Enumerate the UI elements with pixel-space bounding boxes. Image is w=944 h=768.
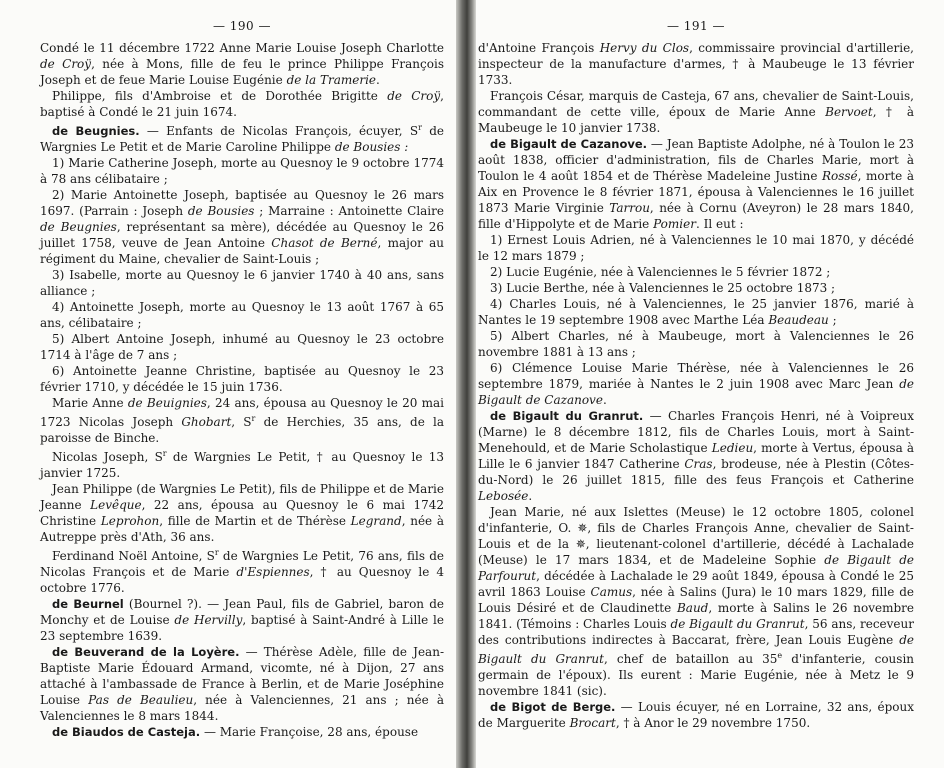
child-entry	[40, 331, 444, 363]
child-entry	[40, 363, 444, 395]
italic-name: Leprohon	[100, 514, 160, 528]
genealogy-entry	[40, 545, 444, 596]
italic-name: de Croÿ	[40, 57, 92, 71]
genealogy-entry	[478, 88, 914, 136]
text-run: , représentant sa mère), décédée au Quesnoy le 26 juillet 1758, veuve de Jean Antoine	[40, 220, 444, 250]
page-number: — 191 —	[666, 19, 726, 33]
family-heading: de Beugnies.	[52, 124, 140, 138]
text-run: , chef de bataillon au 35	[603, 652, 778, 666]
text-run: 5) Albert Charles, né à Maubeuge, mort à Valenciennes le 26 novembre 1881 à 13 ans ;	[478, 329, 914, 359]
italic-name: de la Tramerie	[286, 73, 377, 87]
text-run: François César, marquis de Casteja, 67 ans, chevalier de Saint-Louis, commandant de cette ville, époux de Marie Anne	[478, 89, 914, 119]
text-run: , décédée à Lachalade le 29 août 1849, épousa à Condé le 25 avril 1863 Louise	[478, 569, 914, 599]
text-run: , baptisé à Saint-André à Lille le 23 septembre 1639.	[40, 613, 445, 643]
text-run: , baptisé à Condé le 21 juin 1674.	[40, 89, 444, 119]
text-run: , † au Quesnoy le 4 octobre 1776.	[40, 565, 445, 595]
text-run: .	[602, 393, 607, 407]
child-entry	[40, 187, 444, 267]
text-run: , † à Maubeuge le 10 janvier 1738.	[478, 105, 914, 135]
italic-name: de Bigault de Cazanove	[478, 377, 914, 407]
text-run: 3) Isabelle, morte au Quesnoy le 6 janvier 1740 à 40 ans, sans alliance ;	[40, 268, 444, 298]
text-run: , commissaire provincial d'artillerie, inspecteur de la manufacture d'armes, † à Maubeuge le 13 février 1733.	[478, 41, 914, 87]
genealogy-entry	[40, 120, 444, 155]
text-run: Ferdinand Noël Antoine, S	[52, 549, 215, 563]
genealogy-entry	[40, 596, 444, 644]
text-run: , morte à Salins le 26 novembre 1841. (Témoins : Charles Louis	[478, 601, 914, 631]
genealogy-entry	[478, 40, 914, 88]
left-page	[0, 0, 456, 768]
text-run: — Enfants de Nicolas François, écuyer, S	[139, 124, 419, 138]
italic-name: de Bousies	[187, 204, 255, 218]
child-entry	[478, 280, 914, 296]
italic-name: Beaudeau	[768, 313, 829, 327]
text-run: .	[528, 489, 533, 503]
text-run: 4) Antoinette Joseph, morte au Quesnoy le 13 août 1767 à 65 ans, célibataire ;	[40, 300, 444, 330]
text-run: — Louis écuyer, né en Lorraine, 32 ans, époux de Marguerite	[478, 700, 914, 730]
text-run: (Bournel ?). — Jean Paul, fils de Gabriel, baron de Monchy et de Louise	[40, 597, 444, 627]
text-run: 1) Ernest Louis Adrien, né à Valenciennes le 10 mai 1870, y décédé le 12 mars 1879 ;	[478, 233, 914, 263]
right-page	[456, 0, 944, 768]
genealogy-entry	[478, 699, 914, 731]
italic-name: Legrand	[350, 514, 402, 528]
genealogy-entry	[40, 88, 444, 120]
italic-name: Bervoet	[825, 105, 873, 119]
text-run: 1) Marie Catherine Joseph, morte au Quesnoy le 9 octobre 1774 à 78 ans célibataire ;	[40, 156, 444, 186]
italic-name: Pomier	[653, 217, 696, 231]
text-run: , † à Anor le 29 novembre 1750.	[615, 716, 811, 730]
family-heading: de Bigault de Cazanove.	[490, 137, 648, 151]
text-run: Condé le 11 décembre 1722 Anne Marie Louise Joseph Charlotte	[40, 41, 444, 55]
italic-name: Levêque	[90, 498, 142, 512]
genealogy-entry	[40, 644, 444, 724]
text-run: de Wargnies Le Petit, † au Quesnoy le 13 janvier 1725.	[40, 450, 444, 480]
genealogy-entry	[40, 40, 444, 88]
text-run: , S	[231, 415, 252, 429]
text-run: r	[418, 123, 422, 132]
text-run: Marie Anne	[52, 396, 128, 410]
text-run: — Jean Baptiste Adolphe, né à Toulon le 23 août 1838, officier d'administration, fils de Charles Marie, mort à Toulon le 4 août 1854 et de Thérèse Madeleine Justine	[478, 137, 914, 183]
text-run: d'infanterie, cousin germain de l'époux). Ils eurent : Marie Eugénie, née à Metz le 9 novembre 1841 (sic).	[478, 652, 915, 698]
text-run: — Charles François Henri, né à Voipreux (Marne) le 8 décembre 1812, fils de Charles Louis, mort à Saint-Menehould, et de Marie Scholastique	[478, 409, 914, 455]
italic-name: Chasot de Berné	[271, 236, 378, 250]
italic-name: d'Espiennes	[236, 565, 310, 579]
italic-name: Ledieu	[711, 441, 754, 455]
text-run: e	[777, 651, 783, 660]
text-run: de Herchies, 35 ans, de la paroisse de Binche.	[40, 415, 445, 445]
text-run: , née à Valenciennes, 21 ans ; née à Valenciennes le 8 mars 1844.	[40, 693, 444, 723]
text-run: . Il eut :	[695, 217, 744, 231]
child-entry	[478, 296, 914, 328]
text-run: ; Marraine : Antoinette Claire	[254, 204, 444, 218]
text-run: Jean Philippe (de Wargnies Le Petit), fils de Philippe et de Marie Jeanne	[40, 482, 444, 512]
text-run: — Thérèse Adèle, fille de Jean-Baptiste Marie Édouard Armand, vicomte, né à Dijon, 27 ans attaché à l'ambassade de France à Berlin, et de Marie Joséphine Louise	[40, 645, 444, 707]
family-heading: de Beuverand de la Loyère.	[52, 645, 240, 659]
text-run: 3) Lucie Berthe, née à Valenciennes le 25 octobre 1873 ;	[490, 281, 836, 295]
text-run: .	[376, 73, 380, 87]
text-run: 4) Charles Louis, né à Valenciennes, le 25 janvier 1876, marié à Nantes le 19 septembre 1908 avec Marthe Léa	[478, 297, 914, 327]
page-body	[478, 40, 914, 731]
text-run: r	[251, 414, 256, 423]
genealogy-entry	[478, 408, 914, 504]
italic-name: Hervy du Clos	[599, 41, 690, 55]
text-run: 2) Lucie Eugénie, née à Valenciennes le 5 février 1872 ;	[490, 265, 831, 279]
text-run: Jean Marie, né aux Islettes (Meuse) le 12 octobre 1805, colonel d'infanterie, O. ✵, fils de Charles François Anne, chevalier de Saint-Louis et de la ✵, lieutenant-colonel d'artillerie, décédé à Lachalade (Meuse) le 17 mars 1834, et de Madeleine Sophie	[478, 505, 914, 567]
text-run: , morte à Vertus, épousa à Lille le 6 janvier 1847 Catherine	[478, 441, 914, 471]
italic-name: de Beuignies	[127, 396, 207, 410]
family-heading: de Bigot de Berge.	[490, 700, 616, 714]
child-entry	[478, 360, 914, 408]
text-run: ;	[828, 313, 837, 327]
text-run: r	[162, 449, 167, 458]
genealogy-entry	[40, 446, 444, 481]
child-entry	[40, 299, 444, 331]
page-number: — 190 —	[212, 19, 272, 33]
family-heading: de Beurnel	[52, 597, 124, 611]
text-run: , née à Cornu (Aveyron) le 28 mars 1840, fille d'Hippolyte et de Marie	[478, 201, 914, 231]
text-run: , fille de Martin et de Thérèse	[159, 514, 351, 528]
child-entry	[40, 155, 444, 187]
genealogy-entry	[478, 504, 914, 699]
text-run: , 56 ans, receveur des contributions indirectes à Baccarat, frère, Jean Louis Eugène	[478, 617, 915, 647]
text-run: , morte à Aix en Provence le 8 février 1871, épousa à Valenciennes le 16 juillet 1873 Marie Virginie	[478, 169, 914, 215]
italic-name: de Beugnies	[40, 220, 117, 234]
italic-name: de Croÿ	[387, 89, 441, 103]
page-body	[40, 40, 444, 740]
text-run: , née à Salins (Jura) le 10 mars 1829, fille de Louis Désiré et de Claudinette	[478, 585, 914, 615]
italic-name: Pas de Beaulieu	[88, 693, 194, 707]
text-run: , brodeuse, née à Plestin (Côtes-du-Nord) le 26 juillet 1815, fille des feus François et Catherine	[478, 457, 914, 487]
genealogy-entry	[478, 136, 914, 232]
italic-name: de Hervilly	[174, 613, 243, 627]
family-heading: de Biaudos de Casteja.	[52, 725, 201, 739]
genealogy-entry	[40, 481, 444, 545]
genealogy-entry	[40, 395, 444, 446]
italic-name: Lebosée	[478, 489, 529, 503]
italic-name: Tarrou	[609, 201, 650, 215]
text-run: de Wargnies Le Petit et de Marie Caroline Philippe	[40, 124, 444, 154]
text-run: — Marie Françoise, 28 ans, épouse	[200, 725, 419, 739]
italic-name: de Bigault du Granrut	[478, 633, 914, 666]
text-run: Philippe, fils d'Ambroise et de Dorothée Brigitte	[52, 89, 388, 103]
genealogy-entry	[40, 724, 444, 740]
family-heading: de Bigault du Granrut.	[490, 409, 644, 423]
italic-name: Baud	[676, 601, 709, 615]
italic-name: de Bigault de Parfourut	[478, 553, 914, 583]
text-run: Nicolas Joseph, S	[52, 450, 163, 464]
child-entry	[478, 328, 914, 360]
italic-name: de Bigault du Granrut	[670, 617, 805, 631]
text-run: 2) Marie Antoinette Joseph, baptisée au Quesnoy le 26 mars 1697. (Parrain : Joseph	[40, 188, 444, 218]
text-run: , née à Autreppe près d'Ath, 36 ans.	[40, 514, 444, 544]
child-entry	[40, 267, 444, 299]
text-run: , 22 ans, épousa au Quesnoy le 6 mai 1742 Christine	[40, 498, 444, 528]
text-run: r	[214, 548, 219, 557]
text-run: d'Antoine François	[478, 41, 600, 55]
text-run: de Wargnies Le Petit, 76 ans, fils de Nicolas François et de Marie	[40, 549, 444, 579]
italic-name: Camus	[590, 585, 633, 599]
text-run: 6) Antoinette Jeanne Christine, baptisée au Quesnoy le 23 février 1710, y décédée le 15 juin 1736.	[40, 364, 444, 394]
text-run: , major au régiment du Maine, chevalier de Saint-Louis ;	[40, 236, 445, 266]
italic-name: de Bousies :	[334, 140, 409, 154]
text-run: , 24 ans, épousa au Quesnoy le 20 mai 1723 Nicolas Joseph	[40, 396, 445, 429]
italic-name: Ghobart	[181, 415, 232, 429]
text-run: 6) Clémence Louise Marie Thérèse, née à Valenciennes le 26 septembre 1879, mariée à Nantes le 2 juin 1908 avec Marc Jean	[478, 361, 914, 391]
italic-name: Brocart	[569, 716, 616, 730]
child-entry	[478, 264, 914, 280]
book-gutter	[456, 0, 476, 768]
text-run: 5) Albert Antoine Joseph, inhumé au Quesnoy le 23 octobre 1714 à l'âge de 7 ans ;	[40, 332, 444, 362]
text-run: , née à Mons, fille de feu le prince Philippe François Joseph et de feue Marie Louise Eugénie	[40, 57, 444, 87]
italic-name: Rossé	[821, 169, 858, 183]
italic-name: Cras	[684, 457, 713, 471]
child-entry	[478, 232, 914, 264]
